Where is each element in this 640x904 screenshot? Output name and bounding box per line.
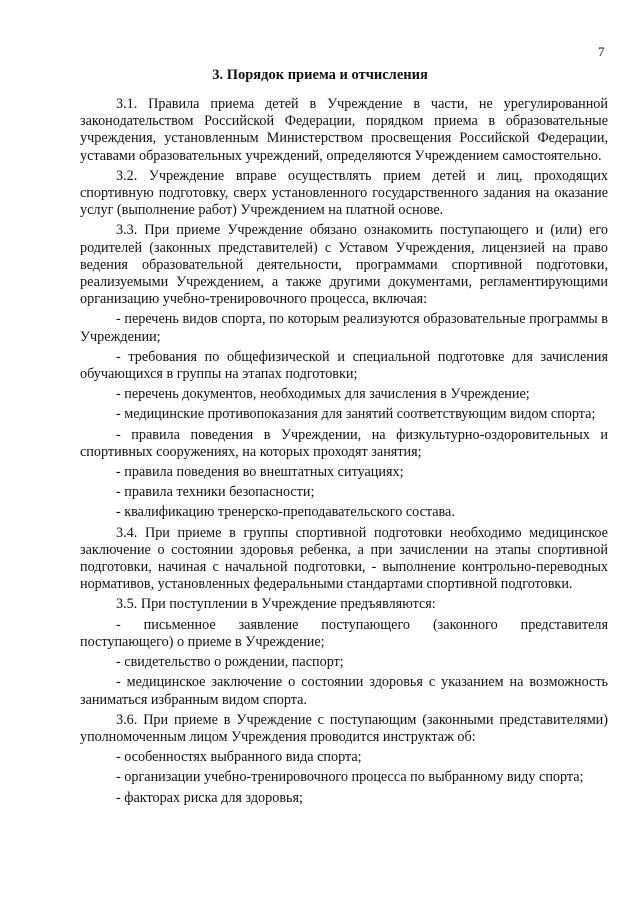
list-item: - правила поведения в Учреждении, на физкультурно-оздоровительных и спортивных сооружениях, на которых проходят занятия; [80,426,608,460]
list-item: - правила техники безопасности; [116,484,315,501]
list-item: - квалификацию тренерско-преподавательского состава. [116,504,455,521]
list-item: - свидетельство о рождении, паспорт; [116,654,344,671]
section-title: 3. Порядок приема и отчисления [212,67,428,83]
list-item: - письменное заявление поступающего (законного представителя поступающего) о приеме в Учреждение; [80,616,608,650]
list-item: - правила поведения во внештатных ситуациях; [116,464,404,481]
paragraph-3-1: 3.1. Правила приема детей в Учреждение в части, не урегулированной законодательством Российской Федерации, порядком приема в образовательные учреждения, установленным Министерством просвещения Российской Федерации, уставами образовательных учреждений, определяются Учреждением самостоятельно. [80,96,608,164]
paragraph-3-5: 3.5. При поступлении в Учреждение предъявляются: [116,596,436,613]
list-item: - перечень видов спорта, по которым реализуются образовательные программы в Учреждении; [80,311,608,345]
list-item: - требования по общефизической и специальной подготовке для зачисления обучающихся в группы на этапах подготовки; [80,348,608,383]
list-item: - медицинское заключение о состоянии здоровья с указанием на возможность заниматься избранным видом спорта. [80,674,608,708]
list-item: - медицинские противопоказания для занятий соответствующим видом спорта; [116,406,596,423]
list-item: - особенностях выбранного вида спорта; [116,749,362,766]
page-number: 7 [598,44,605,59]
paragraph-3-3: 3.3. При приеме Учреждение обязано ознакомить поступающего и (или) его родителей (законных представителей) с Уставом Учреждения, лицензией на право ведения образовательной деятельности, программами спортивной подготовки, реализуемыми Учреждением, а также другими документами, регламентирующими организацию учебно-тренировочного процесса, включая: [80,222,608,308]
section-body [80,96,608,807]
paragraph-3-4: 3.4. При приеме в группы спортивной подготовки необходимо медицинское заключение о состоянии здоровья ребенка, а при зачислении на этапы спортивной подготовки, начиная с начальной подготовки, - выполнение контрольно-переводных нормативов, установленных федеральными стандартами спортивной подготовки. [80,524,608,593]
paragraph-3-6: 3.6. При приеме в Учреждение с поступающим (законными представителями) уполномоченным лицом Учреждения проводится инструктаж об: [80,711,608,745]
list-item: - перечень документов, необходимых для зачисления в Учреждение; [116,386,530,403]
list-item: - факторах риска для здоровья; [116,789,303,806]
paragraph-3-2: 3.2. Учреждение вправе осуществлять прием детей и лиц, проходящих спортивную подготовку, сверх установленного государственного задания на оказание услуг (выполнение работ) Учреждением на платной основе. [80,167,608,219]
list-item: - организации учебно-тренировочного процесса по выбранному виду спорта; [116,769,584,786]
